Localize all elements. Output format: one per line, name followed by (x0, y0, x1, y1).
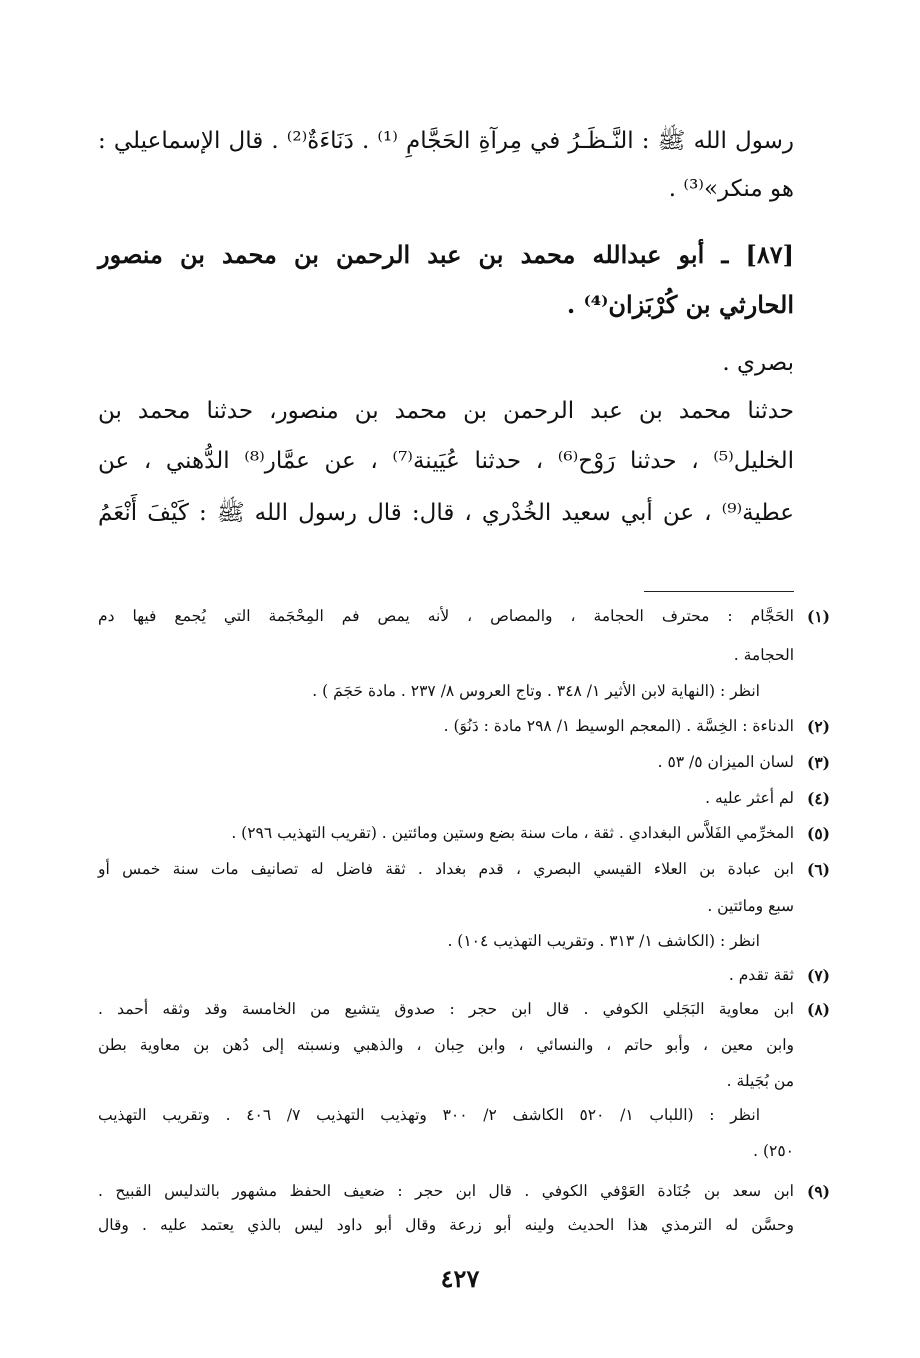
footnote-number: (٣) (806, 753, 830, 772)
origin-note: بصري . (722, 350, 794, 376)
footnote-8 (98, 1000, 830, 1019)
footnote-2 (443, 717, 830, 736)
footnote-number: (٦) (806, 860, 830, 879)
footnote-text: الحَجَّام : محترف الحجامة ، والمصاص ، لأنه يمص فم المِحْجَمة التي يُجمع فيها دم (98, 607, 794, 625)
footnote-text: لم أعثر عليه . (705, 789, 794, 807)
footnote-9 (98, 1182, 830, 1201)
footnote-separator (644, 591, 794, 592)
footnote-reference: انظر : (الكاشف ١/ ٣١٣ . وتقريب التهذيب ١٠٤) . (447, 932, 760, 950)
hadith-text-line: عطية⁽⁹⁾ ، عن أبي سعيد الخُدْري ، قال: قال رسول الله ﷺ : كَيْفَ أَنْعَمُ (98, 500, 794, 526)
text-line: هو منكر»⁽³⁾ . (668, 176, 794, 202)
footnote-text-continued: وحسَّن له الترمذي هذا الحديث ولينه أبو زرعة وقال أبو داود ليس بالذي يعتمد عليه . وقال (98, 1216, 794, 1234)
footnote-reference: انظر : (النهاية لابن الأثير ١/ ٣٤٨ . وتاج العروس ٨/ ٢٣٧ . مادة حَجَمَ ) . (312, 682, 760, 700)
footnote-5 (231, 824, 830, 843)
footnote-number: (١) (806, 607, 830, 626)
entry-heading: [٨٧] ـ أبو عبدالله محمد بن عبد الرحمن بن محمد بن منصور (98, 240, 794, 269)
text-line: رسول الله ﷺ : النَّـظَـرُ في مِرآةِ الحَجَّامِ ⁽¹⁾ . دَنَاءَةٌ⁽²⁾ . قال الإسماعيلي : (98, 128, 794, 154)
footnote-text: ثقة تقدم . (728, 966, 794, 984)
footnote-text: ابن عبادة بن العلاء القيسي البصري ، قدم بغداد . ثقة فاضل له تصانيف مات سنة خمس أو (98, 860, 794, 878)
footnote-7 (728, 966, 830, 985)
footnote-reference-continued: ٢٥٠) . (753, 1142, 794, 1160)
footnote-number: (٧) (806, 966, 830, 985)
hadith-text-line: حدثنا محمد بن عبد الرحمن بن محمد بن منصور، حدثنا محمد بن (98, 398, 794, 424)
footnote-text: ابن سعد بن جُنَادة العَوْفي الكوفي . قال ابن حجر : ضعيف الحفظ مشهور بالتدليس القبيح . (98, 1182, 794, 1200)
footnote-text: المخرِّمي الفَلاَّس البغدادي . ثقة ، مات سنة بضع وستين ومائتين . (تقريب التهذيب ٢٩٦) . (231, 824, 794, 842)
footnote-3 (657, 753, 830, 772)
footnote-number: (٤) (806, 789, 830, 808)
footnote-text: ابن معاوية البَجَلي الكوفي . قال ابن حجر : صدوق يتشيع من الخامسة وقد وثقه أحمد . (98, 1000, 794, 1018)
footnote-text-continued: الحجامة . (733, 646, 794, 664)
footnote-6 (98, 860, 830, 879)
page-number: ٤٢٧ (440, 1264, 480, 1293)
footnote-4 (705, 789, 830, 808)
footnote-number: (٨) (806, 1000, 830, 1019)
footnote-text-continued: سبع ومائتين . (707, 897, 794, 915)
entry-heading-continued: الحارثي بن كُرْبَزان⁽⁴⁾ . (566, 290, 794, 319)
footnote-text: لسان الميزان ٥/ ٥٣ . (657, 753, 794, 771)
footnote-number: (٩) (806, 1182, 830, 1201)
hadith-text-line: الخليل⁽⁵⁾ ، حدثنا رَوْح⁽⁶⁾ ، حدثنا عُيَينة⁽⁷⁾ ، عن عمَّار⁽⁸⁾ الدُّهني ، عن (98, 448, 795, 474)
footnote-text: الدناءة : الخِسَّة . (المعجم الوسيط ١/ ٢٩٨ مادة : دَنُوَ) . (443, 717, 794, 735)
footnote-number: (٥) (806, 824, 830, 843)
footnote-text-continued: وابن معين ، وأبو حاتم ، والنسائي ، وابن حِبان ، والذهبي ونسبته إلى دُهن بن معاوية بطن (98, 1036, 794, 1054)
footnote-text-continued: من بُجَيلة . (726, 1072, 794, 1090)
footnote-reference: انظر : (اللباب ١/ ٥٢٠ الكاشف ٢/ ٣٠٠ وتهذيب التهذيب ٧/ ٤٠٦ . وتقريب التهذيب (98, 1106, 761, 1124)
footnote-number: (٢) (806, 717, 830, 736)
footnote-1 (98, 607, 830, 626)
